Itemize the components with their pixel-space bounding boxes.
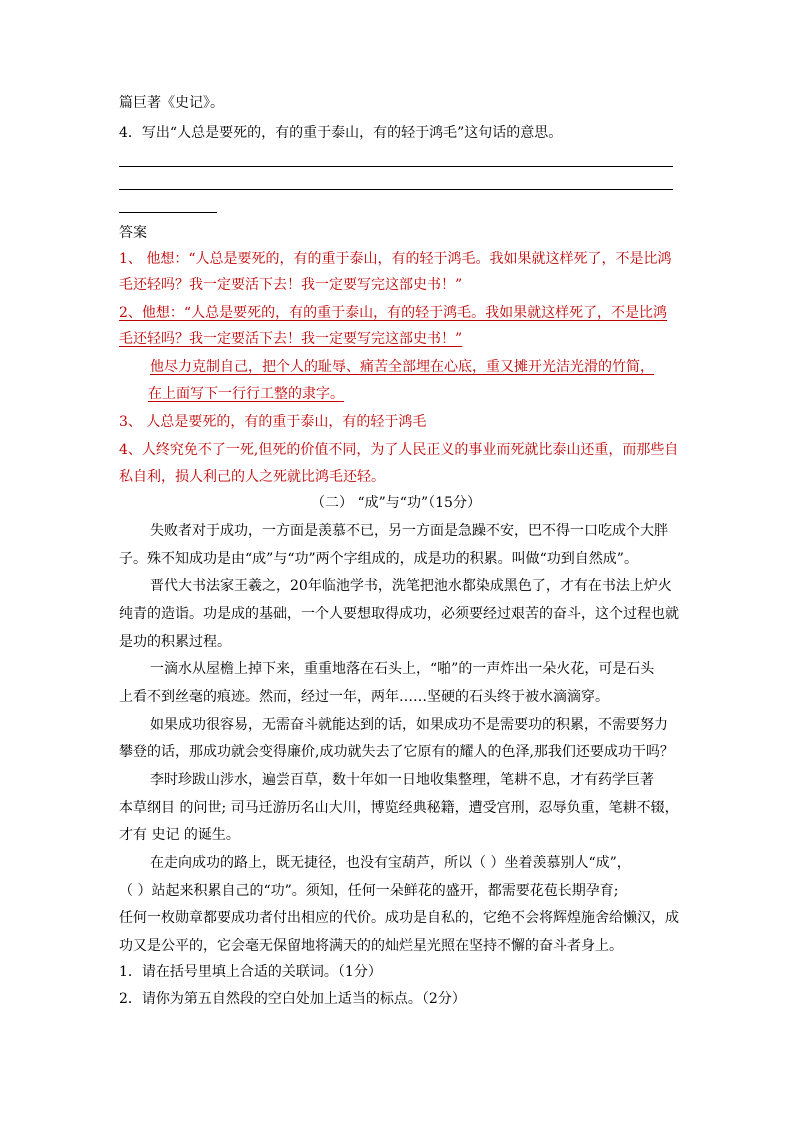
question-1: 1．请在括号里填上合适的关联词。（1分） <box>119 964 382 980</box>
question-2: 2．请你为第五自然段的空白处加上适当的标点。（2分） <box>119 991 466 1007</box>
answer-1-line: 1、 他想：“人总是要死的，有的重于泰山，有的轻于鸿毛。我如果就这样死了，不是比鸿 <box>119 251 672 267</box>
paragraph-line: 功又是公平的，它会毫无保留地将满天的的灿烂星光照在坚持不懈的奋斗者身上。 <box>119 938 623 954</box>
footnote-separator <box>119 212 217 213</box>
paragraph-line: 失败者对于成功，一方面是羡慕不已，另一方面是急躁不安，巴不得一口吃成个大胖 <box>150 523 668 539</box>
paragraph-line: 李时珍跋山涉水，遍尝百草，数十年如一日地收集整理，笔耕不息，才有药学巨著 <box>150 772 654 788</box>
text-line: 篇巨著《史记》。 <box>119 95 224 111</box>
paragraph-line: 攀登的话，那成功就会变得廉价,成功就失去了它原有的耀人的色泽,那我们还要成功干吗？ <box>119 744 674 760</box>
paragraph-line: 如果成功很容易，无需奋斗就能达到的话，如果成功不是需要功的积累，不需要努力 <box>150 717 668 733</box>
paragraph-line: 本草纲目 的问世; 司马迁游历名山大川，博览经典秘籍，遭受宫刑，忍辱负重，笔耕不辍， <box>119 800 679 816</box>
answer-1-line: 毛还轻吗？我一定要活下去！我一定要写完这部史书！” <box>119 277 463 293</box>
answer-4-line: 4、人终究免不了一死,但死的价值不同，为了人民正义的事业而死就比泰山还重，而那些自 <box>119 442 679 458</box>
answer-2-line: 在上面写下一行行工整的隶字。 <box>148 386 344 402</box>
paragraph-line: 子。殊不知成功是由“成”与“功”两个字组成的，成是功的积累。叫做“功到自然成”。 <box>119 551 638 567</box>
paragraph-line: 一滴水从屋檐上掉下来，重重地落在石头上，“啪”的一声炸出一朵火花，可是石头 <box>150 661 655 677</box>
paragraph-line: 上看不到丝毫的痕迹。然而，经过一年，两年……坚硬的石头终于被水滴滴穿。 <box>119 689 609 705</box>
answer-2-line: 2、他想：“人总是要死的，有的重于泰山，有的轻于鸿毛。我如果就这样死了，不是比鸿 <box>119 305 668 321</box>
answer-4-line: 私自利，损人利己的人之死就比鸿毛还轻。 <box>119 469 385 485</box>
answer-line <box>119 166 673 167</box>
paragraph-line: 才有 史记 的诞生。 <box>119 827 240 843</box>
paragraph-line: 晋代大书法家王羲之，20年临池学书，洗笔把池水都染成黑色了，才有在书法上炉火 <box>150 578 672 594</box>
section-title: （二） “成”与“功”（15分） <box>311 495 481 511</box>
paragraph-line: 纯青的造诣。功是成的基础，一个人要想取得成功，必须要经过艰苦的奋斗，这个过程也就 <box>119 606 679 622</box>
paragraph-line: 是功的积累过程。 <box>119 634 231 650</box>
answer-line <box>119 189 673 190</box>
answer-2-line: 他尽力克制自己，把个人的耻辱、痛苦全部埋在心底，重又摊开光洁光滑的竹简， <box>150 359 654 375</box>
paragraph-line: （ ）站起来积累自己的“功”。须知，任何一朵鲜花的盛开，都需要花苞长期孕育; <box>119 883 619 899</box>
answer-3: 3、 人总是要死的，有的重于泰山，有的轻于鸿毛 <box>119 414 427 430</box>
answer-2-line: 毛还轻吗？我一定要活下去！我一定要写完这部史书！” <box>119 331 463 347</box>
answers-heading: 答案 <box>119 225 147 241</box>
paragraph-line: 在走向成功的路上，既无捷径，也没有宝葫芦，所以（ ）坐着羡慕别人“成”， <box>150 855 631 871</box>
paragraph-line: 任何一枚勋章都要成功者付出相应的代价。成功是自私的，它绝不会将辉煌施舍给懒汉，成 <box>119 910 679 926</box>
question-4: 4．写出“人总是要死的，有的重于泰山，有的轻于鸿毛”这句话的意思。 <box>119 125 563 141</box>
